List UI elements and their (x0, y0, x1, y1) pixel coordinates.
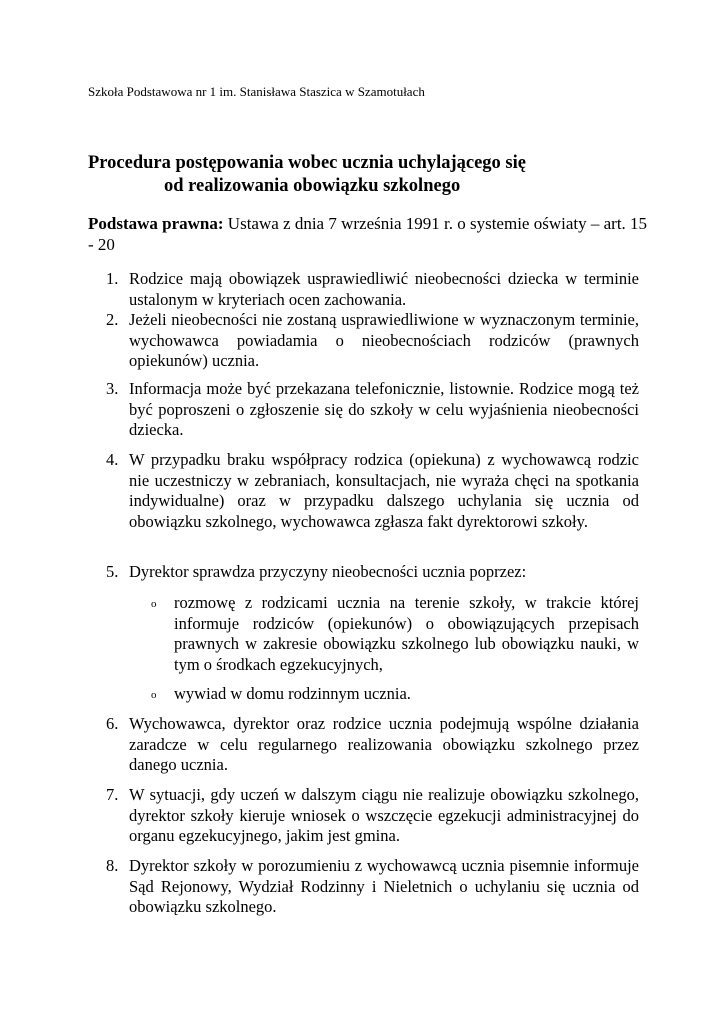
item-text: W przypadku braku współpracy rodzica (opiekuna) z wychowawcą rodzic nie uczestniczy w zebraniach, konsultacjach, nie wyraża chęci na spotkania indywidualne) oraz w przypadku dalszego uchylania się ucznia od obowiązku szkolnego, wychowawca zgłasza fakt dyrektorowi szkoły. (129, 450, 639, 531)
item-number: 3. (106, 379, 119, 398)
item-number: 6. (106, 714, 119, 733)
item-text: W sytuacji, gdy uczeń w dalszym ciągu nie realizuje obowiązku szkolnego, dyrektor szkoły kieruje wniosek o wszczęcie egzekucji administracyjnej do organu egzekucyjnego, jakim jest gmina. (129, 785, 639, 845)
school-header: Szkoła Podstawowa nr 1 im. Stanisława Staszica w Szamotułach (88, 84, 425, 99)
item-text: Dyrektor szkoły w porozumieniu z wychowawcą ucznia pisemnie informuje Sąd Rejonowy, Wydział Rodzinny i Nieletnich o uchylaniu się ucznia od obowiązku szkolnego. (129, 856, 639, 916)
legal-basis-text: Ustawa z dnia 7 września 1991 r. o systemie oświaty – art. 15 - 20 (88, 214, 648, 254)
item-text: Wychowawca, dyrektor oraz rodzice ucznia podejmują wspólne działania zaradcze w celu regularnego realizowania obowiązku szkolnego przez danego ucznia. (129, 714, 639, 774)
item-number: 8. (106, 856, 119, 875)
circle-bullet-icon: o (151, 598, 157, 610)
title-line-1: Procedura postępowania wobec ucznia uchylającego się (88, 153, 526, 173)
item-number: 7. (106, 785, 119, 804)
item-number: 2. (106, 310, 119, 329)
title-line-2: od realizowania obowiązku szkolnego (164, 176, 461, 196)
circle-bullet-icon: o (151, 689, 157, 701)
item-number: 4. (106, 450, 119, 469)
item-text: Dyrektor sprawdza przyczyny nieobecności ucznia poprzez: (129, 562, 527, 581)
legal-basis-label: Podstawa prawna: (88, 214, 224, 233)
document-title (88, 152, 648, 198)
item-text: Informacja może być przekazana telefonicznie, listownie. Rodzice mogą też być poproszeni o zgłoszenie się do szkoły w celu wyjaśnienia nieobecności dziecka. (129, 379, 639, 439)
sub-item-text: rozmowę z rodzicami ucznia na terenie szkoły, w trakcie której informuje rodziców (opiekunów) o obowiązujących przepisach prawnych w zakresie obowiązku szkolnego lub obowiązku nauki, w tym o środkach egzekucyjnych, (174, 593, 639, 674)
item-text: Jeżeli nieobecności nie zostaną usprawiedliwione w wyznaczonym terminie, wychowawca powiadamia o nieobecnościach rodziców (prawnych opiekunów) ucznia. (129, 310, 639, 370)
item-number: 1. (106, 269, 119, 288)
sub-item-text: wywiad w domu rodzinnym ucznia. (174, 684, 411, 703)
item-number: 5. (106, 562, 119, 581)
legal-basis (88, 213, 648, 255)
item-text: Rodzice mają obowiązek usprawiedliwić nieobecności dziecka w terminie ustalonym w kryteriach ocen zachowania. (129, 269, 639, 309)
